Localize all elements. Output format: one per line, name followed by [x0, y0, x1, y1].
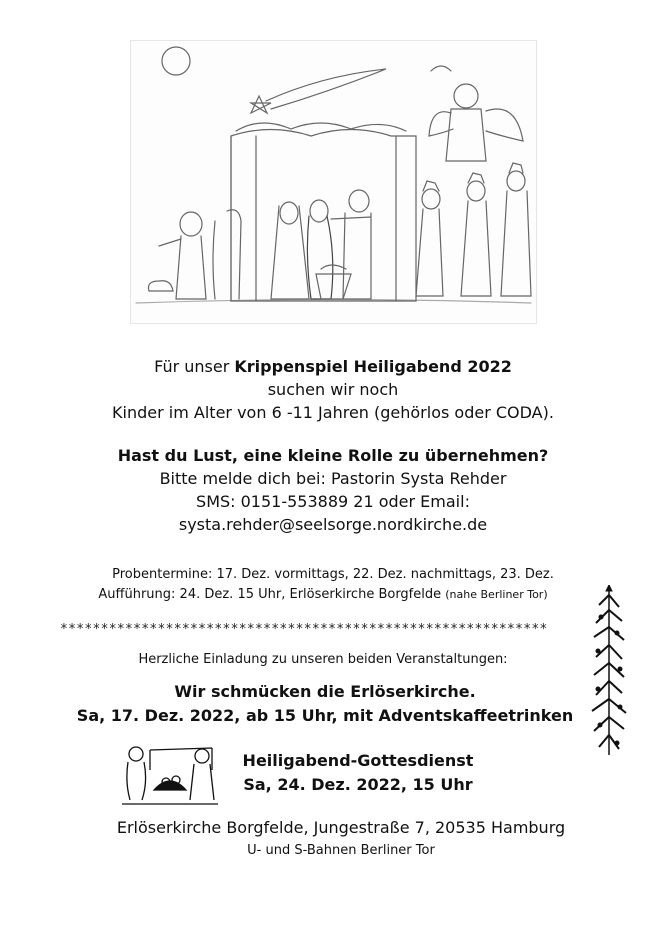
intro-line-1 [0, 357, 666, 377]
rehearsal-dates: Probentermine: 17. Dez. vormittags, 22. Dez. nachmittags, 23. Dez. [112, 567, 554, 582]
event2-title [238, 751, 478, 771]
contact-line-2: SMS: 0151-553889 21 oder Email: [196, 492, 470, 511]
contact-line-1: Bitte melde dich bei: Pastorin Systa Rehder [159, 469, 507, 488]
role-question [0, 446, 666, 466]
event2-title-text: Heiligabend-Gottesdienst [242, 751, 474, 770]
service-illustration [120, 742, 220, 806]
intro-line-3: Kinder im Alter von 6 -11 Jahren (gehörlos oder CODA). [112, 403, 554, 422]
event1-title [0, 682, 658, 702]
christmas-tree-drawing [584, 585, 634, 755]
event2-time [238, 775, 478, 795]
event2-time-text: Sa, 24. Dez. 2022, 15 Uhr [243, 775, 473, 794]
performance-text: Aufführung: 24. Dez. 15 Uhr, Erlöserkirche Borgfelde [98, 587, 442, 602]
performance-note: (nahe Berliner Tor) [445, 588, 548, 601]
event1-title-text: Wir schmücken die Erlöserkirche. [174, 682, 476, 701]
intro-line-2: suchen wir noch [267, 380, 399, 399]
transit-info: U- und S-Bahnen Berliner Tor [247, 843, 435, 858]
event1-time-text: Sa, 17. Dez. 2022, ab 15 Uhr, mit Adventskaffeetrinken [76, 706, 574, 725]
contact-email: systa.rehder@seelsorge.nordkirche.de [178, 515, 488, 534]
church-address: Erlöserkirche Borgfelde, Jungestraße 7, 20535 Hamburg [116, 818, 566, 837]
nativity-drawing [130, 40, 537, 324]
invite-intro: Herzliche Einladung zu unseren beiden Veranstaltungen: [138, 652, 508, 667]
star-separator: ************************************************************ [60, 622, 548, 637]
event1-time [0, 706, 658, 726]
role-question-text: Hast du Lust, eine kleine Rolle zu übernehmen? [117, 446, 549, 465]
intro-prefix: Für unser [154, 357, 235, 376]
performance-line [0, 586, 656, 603]
event-title: Krippenspiel Heiligabend 2022 [234, 357, 512, 376]
